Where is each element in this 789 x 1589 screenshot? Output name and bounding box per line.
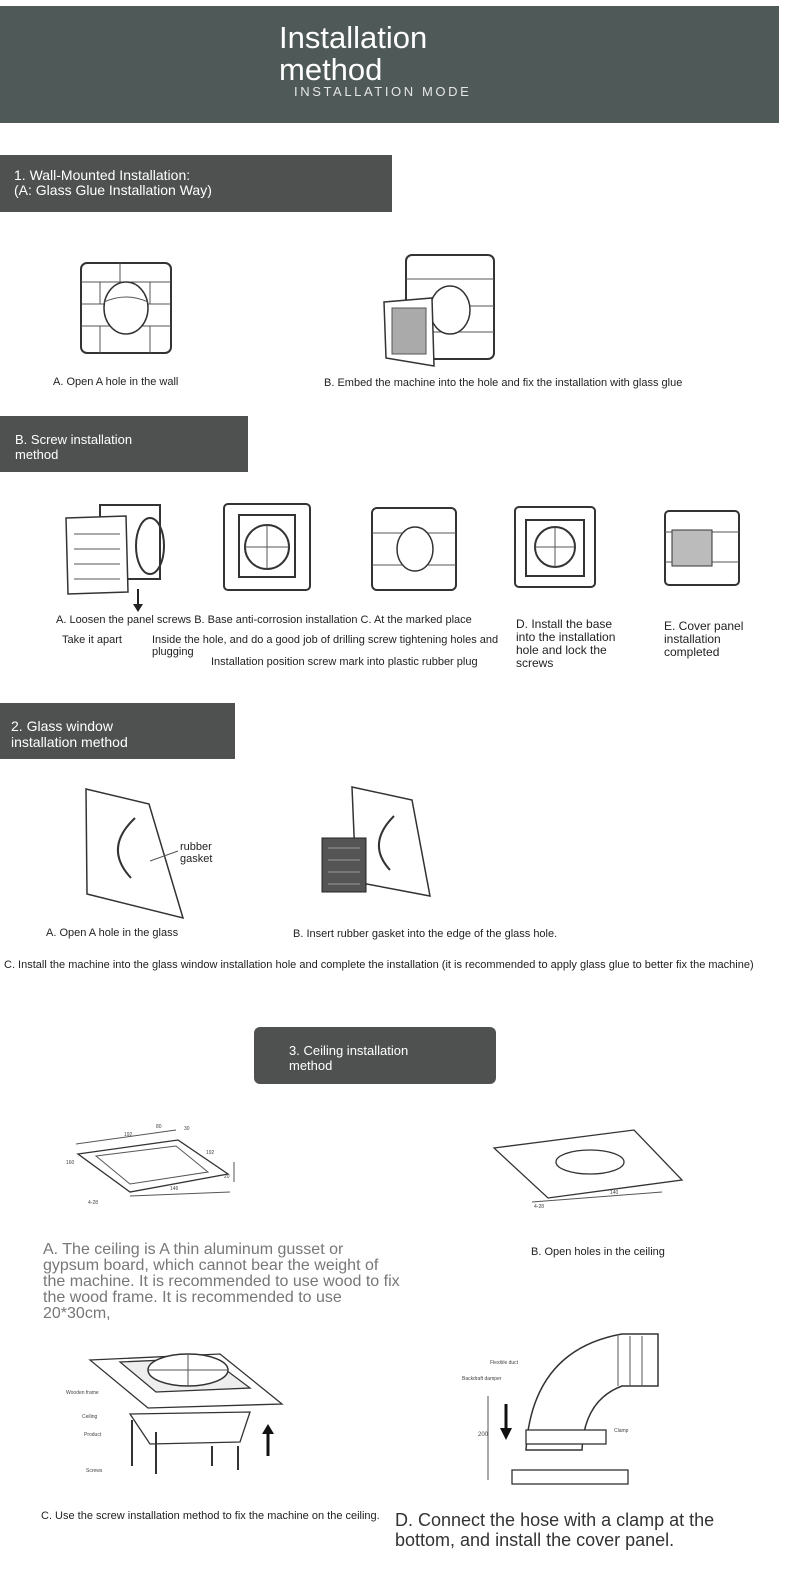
product-label-screws: Screws (86, 1468, 103, 1474)
page-subtitle: INSTALLATION MODE (294, 84, 472, 99)
frame-dim-192-side: 192 (206, 1150, 215, 1156)
section-screw-heading: B. Screw installation method (0, 416, 248, 472)
frame-dim-80: 80 (156, 1124, 162, 1130)
duct-label-200: 200 (478, 1432, 489, 1438)
glass-caption-c: C. Install the machine into the glass window installation hole and complete the installation (it is recommended to apply glass glue to better fix the machine) (4, 959, 754, 971)
screw-caption-take: Take it apart (62, 634, 122, 646)
ceiling-caption-c: C. Use the screw installation method to fix the machine on the ceiling. (41, 1510, 380, 1522)
screw-caption-e: E. Cover panel installation completed (664, 619, 744, 659)
frame-dim-146: 146 (170, 1186, 179, 1192)
frame-dim-4-28: 4-28 (88, 1200, 99, 1206)
glass-insert-illustration (320, 786, 432, 904)
screw-step-c-illustration (371, 507, 459, 593)
ceiling-caption-b: B. Open holes in the ceiling (531, 1246, 665, 1258)
screw-step-b-illustration (223, 503, 313, 593)
frame-dim-160: 160 (66, 1160, 75, 1166)
gasket-label: rubber gasket (180, 841, 213, 865)
wall-caption-a: A. Open A hole in the wall (53, 376, 179, 388)
hole-dim-4-28: 4-28 (534, 1204, 545, 1210)
wall-hole-illustration (80, 262, 174, 356)
product-label-wooden-frame: Wooden frame (66, 1390, 99, 1396)
product-label-product: Product (84, 1432, 102, 1438)
wall-embed-illustration (384, 254, 496, 366)
duct-label-damper: Backdraft damper (462, 1376, 502, 1382)
ceiling-duct-illustration (462, 1330, 676, 1488)
ceiling-product-illustration (60, 1342, 284, 1482)
frame-dim-20: 20 (224, 1174, 230, 1180)
section-ceiling-heading: 3. Ceiling installation method (254, 1027, 496, 1084)
screw-caption-d: D. Install the base into the installation hole and lock the screws (516, 617, 616, 670)
frame-dim-30: 30 (184, 1126, 190, 1132)
screw-step-d-illustration (514, 506, 598, 590)
frame-dim-192-top: 192 (124, 1132, 133, 1138)
product-label-ceiling: Ceiling (82, 1414, 98, 1420)
duct-label-flexible: Flexible duct (490, 1360, 519, 1366)
glass-caption-b: B. Insert rubber gasket into the edge of the glass hole. (293, 928, 558, 940)
ceiling-frame-illustration (58, 1122, 242, 1206)
screw-caption-position: Installation position screw mark into plastic rubber plug (211, 656, 478, 668)
screw-caption-row: A. Loosen the panel screws B. Base anti-corrosion installation C. At the marked place (56, 614, 472, 626)
section-glass-heading: 2. Glass window installation method (0, 703, 235, 759)
glass-caption-a: A. Open A hole in the glass (46, 927, 179, 939)
ceiling-hole-illustration (492, 1128, 686, 1210)
section-wall-heading: 1. Wall-Mounted Installation: (A: Glass Glue Installation Way) (0, 155, 392, 212)
duct-label-clamp: Clamp (614, 1428, 629, 1434)
ceiling-caption-a: A. The ceiling is A thin aluminum gusset or gypsum board, which cannot bear the weight of the machine. It is recommended to use wood to fix the wood frame. It is recommended to use 20*30cm, (43, 1241, 400, 1322)
screw-caption-inside: Inside the hole, and do a good job of drilling screw tightening holes and plugging (152, 634, 499, 658)
screw-step-a-illustration (64, 504, 186, 614)
page-title: Installation method (279, 20, 428, 87)
screw-step-e-illustration (664, 510, 742, 588)
ceiling-caption-d: D. Connect the hose with a clamp at the bottom, and install the cover panel. (395, 1510, 715, 1550)
wall-caption-b: B. Embed the machine into the hole and fix the installation with glass glue (324, 377, 683, 389)
hole-dim-140: 140 (610, 1190, 619, 1196)
